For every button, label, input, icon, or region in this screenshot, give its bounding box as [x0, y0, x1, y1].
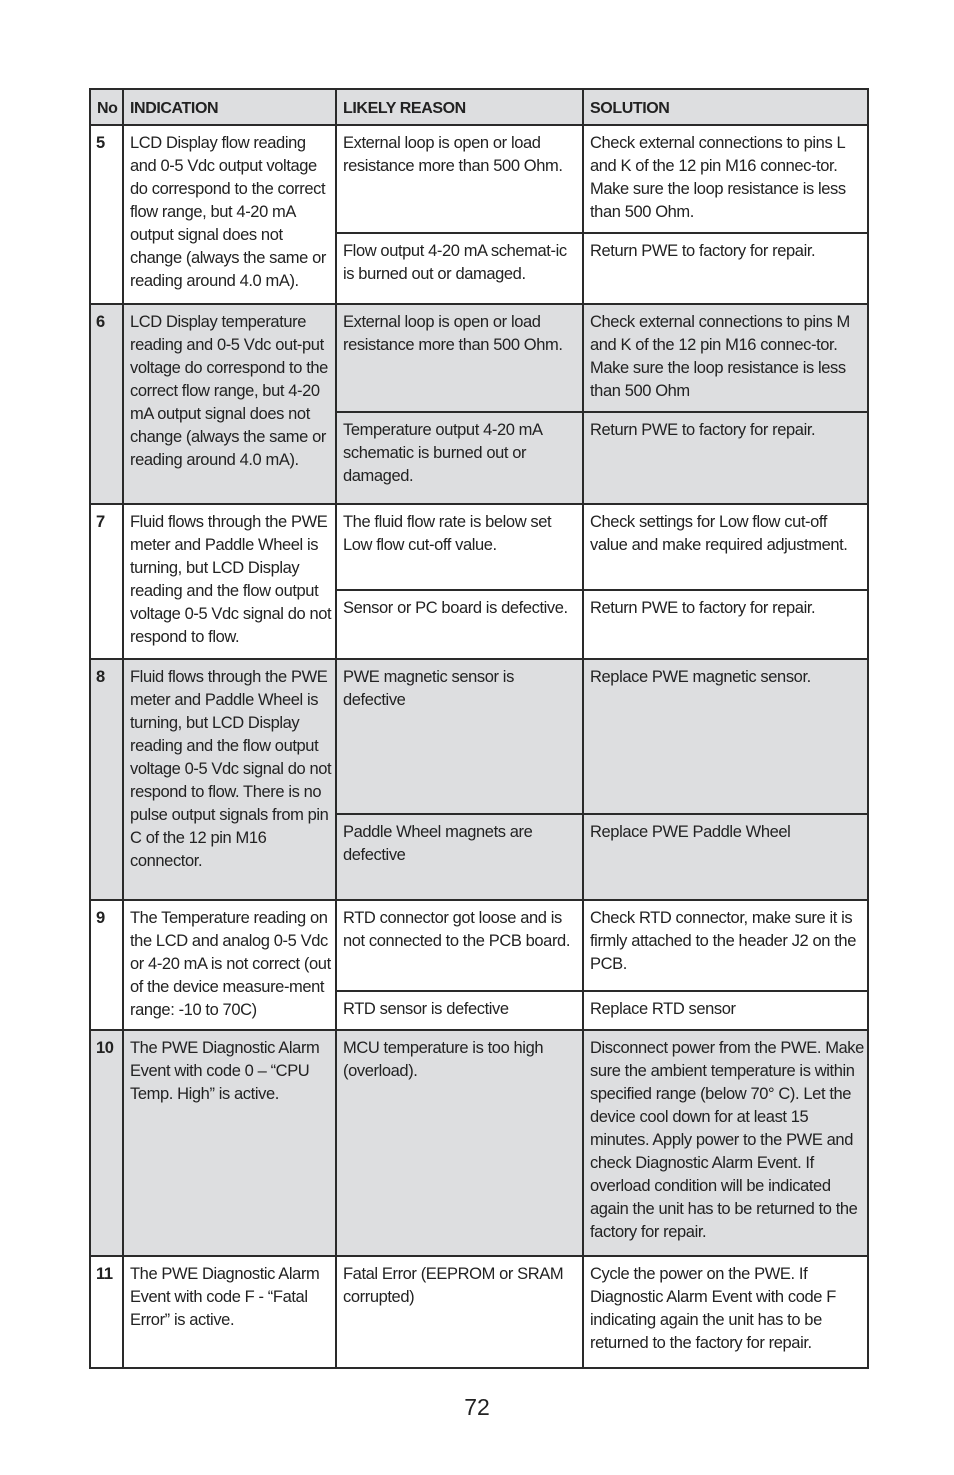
likely-reason-cell: PWE magnetic sensor is defective [336, 659, 583, 814]
row-number: 9 [90, 900, 123, 1030]
solution-cell: Replace RTD sensor [583, 991, 868, 1030]
table-row-11 [90, 1256, 868, 1368]
table-row-10 [90, 1030, 868, 1256]
page-number: 72 [464, 1394, 490, 1420]
row-indication: LCD Display flow reading and 0-5 Vdc output voltage do correspond to the correct flow range, but 4-20 mA output signal does not change (always the same or reading around 4.0 mA). [123, 125, 336, 304]
likely-reason-cell: External loop is open or load resistance more than 500 Ohm. [336, 125, 583, 233]
header-indication: INDICATION [123, 89, 336, 125]
likely-reason-cell: Flow output 4-20 mA schemat-ic is burned out or damaged. [336, 233, 583, 304]
likely-reason-cell: External loop is open or load resistance more than 500 Ohm. [336, 304, 583, 412]
header-likely-reason: LIKELY REASON [336, 89, 583, 125]
solution-cell: Check external connections to pins M and K of the 12 pin M16 connec-tor. Make sure the loop resistance is less than 500 Ohm [583, 304, 868, 412]
solution-cell: Replace PWE magnetic sensor. [583, 659, 868, 814]
solution-cell: Check settings for Low flow cut-off value and make required adjustment. [583, 504, 868, 590]
solution-cell: Check external connections to pins L and K of the 12 pin M16 connec-tor. Make sure the loop resistance is less than 500 Ohm. [583, 125, 868, 233]
likely-reason-cell: Temperature output 4-20 mA schematic is burned out or damaged. [336, 412, 583, 504]
row-indication: LCD Display temperature reading and 0-5 Vdc out-put voltage do correspond to the correct flow range, but 4-20 mA output signal does not change (always the same or reading around 4.0 mA). [123, 304, 336, 504]
table-row-5 [90, 125, 868, 233]
row-indication: The Temperature reading on the LCD and analog 0-5 Vdc or 4-20 mA is not correct (out of the device measure-ment range: -10 to 70C) [123, 900, 336, 1030]
solution-cell: Check RTD connector, make sure it is firmly attached to the header J2 on the PCB. [583, 900, 868, 991]
row-number: 10 [90, 1030, 123, 1256]
table-row-7 [90, 504, 868, 590]
likely-reason-cell: Fatal Error (EEPROM or SRAM corrupted) [336, 1256, 583, 1368]
row-indication: Fluid flows through the PWE meter and Paddle Wheel is turning, but LCD Display reading and the flow output voltage 0-5 Vdc signal do not respond to flow. [123, 504, 336, 659]
solution-cell: Replace PWE Paddle Wheel [583, 814, 868, 900]
troubleshooting-table [89, 88, 869, 1369]
row-number: 7 [90, 504, 123, 659]
row-number: 5 [90, 125, 123, 304]
likely-reason-cell: RTD connector got loose and is not connected to the PCB board. [336, 900, 583, 991]
solution-cell: Cycle the power on the PWE. If Diagnostic Alarm Event with code F indicating again the unit has to be returned to the factory for repair. [583, 1256, 868, 1368]
table-header-row [90, 89, 868, 125]
solution-cell: Return PWE to factory for repair. [583, 412, 868, 504]
likely-reason-cell: Sensor or PC board is defective. [336, 590, 583, 659]
likely-reason-cell: RTD sensor is defective [336, 991, 583, 1030]
row-number: 11 [90, 1256, 123, 1368]
header-no: No [90, 89, 123, 125]
likely-reason-cell: The fluid flow rate is below set Low flow cut-off value. [336, 504, 583, 590]
likely-reason-cell: Paddle Wheel magnets are defective [336, 814, 583, 900]
solution-cell: Return PWE to factory for repair. [583, 590, 868, 659]
row-indication: The PWE Diagnostic Alarm Event with code 0 – “CPU Temp. High” is active. [123, 1030, 336, 1256]
table-row-9 [90, 900, 868, 991]
row-number: 6 [90, 304, 123, 504]
row-indication: Fluid flows through the PWE meter and Paddle Wheel is turning, but LCD Display reading and the flow output voltage 0-5 Vdc signal do not respond to flow. There is no pulse output signals from pin C of the 12 pin M16 connector. [123, 659, 336, 900]
table-row-6 [90, 304, 868, 412]
row-indication: The PWE Diagnostic Alarm Event with code F - “Fatal Error” is active. [123, 1256, 336, 1368]
table-row-8 [90, 659, 868, 814]
solution-cell: Disconnect power from the PWE. Make sure the ambient temperature is within specified range (below 70° C). Let the device cool down for at least 15 minutes. Apply power to the PWE and check Diagnostic Alarm Event. If overload condition will be indicated again the unit has to be returned to the factory for repair. [583, 1030, 868, 1256]
header-solution: SOLUTION [583, 89, 868, 125]
solution-cell: Return PWE to factory for repair. [583, 233, 868, 304]
row-number: 8 [90, 659, 123, 900]
likely-reason-cell: MCU temperature is too high (overload). [336, 1030, 583, 1256]
